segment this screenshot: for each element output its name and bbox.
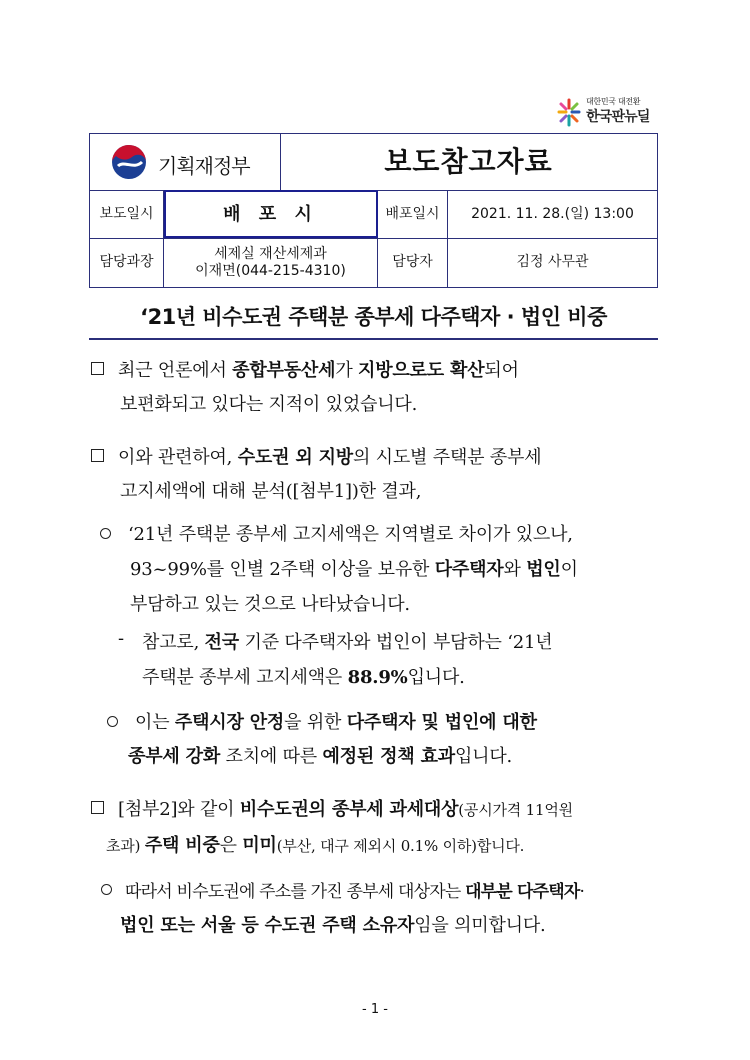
text: 와 <box>503 559 527 580</box>
paragraph-3-line-1: ‘21년 주택분 종부세 고지세액은 지역별로 차이가 있으나, <box>128 524 573 545</box>
paragraph-6-line-1 <box>118 795 573 821</box>
circle-bullet-icon <box>100 528 111 539</box>
circle-bullet-icon <box>107 716 118 727</box>
header-row-title <box>90 134 657 191</box>
release-date-value: 배 포 시 <box>164 190 378 238</box>
emphasis: 주택시장 안정 <box>174 712 285 733</box>
headline: ‘21년 비수도권 주택분 종부세 다주택자 · 법인 비중 <box>89 302 658 340</box>
text: 최근 언론에서 <box>118 360 233 381</box>
text: 은 <box>219 835 243 856</box>
circle-bullet-icon <box>101 884 112 895</box>
text: 입니다. <box>407 667 465 688</box>
emphasis: 미미 <box>242 835 277 856</box>
emphasis: 다주택자 및 법인에 대한 <box>346 712 537 733</box>
text: 초과) <box>106 837 145 855</box>
emphasis: 주택 비중 <box>144 835 220 856</box>
emphasis: 지방으로도 확산 <box>358 360 485 381</box>
emphasis: 법인 <box>526 559 561 580</box>
text: 따라서 비수도권에 주소를 가진 종부세 대상자는 <box>125 882 466 902</box>
text: 기준 다주택자와 법인이 부담하는 ‘21년 <box>239 632 553 653</box>
division-head-value <box>164 238 378 287</box>
text: 입니다. <box>454 746 513 767</box>
page-number: - 1 - <box>362 1002 388 1017</box>
emphasis: 종합부동산세 <box>232 360 336 381</box>
staff-value: 김정 사무관 <box>516 254 589 270</box>
text: (공시가격 11억원 <box>458 801 573 819</box>
square-bullet-icon <box>91 449 104 462</box>
division-name: 세제실 재산세제과 <box>214 245 327 262</box>
new-deal-star-icon <box>556 98 582 128</box>
square-bullet-icon <box>91 362 104 375</box>
paragraph-7-line-1 <box>125 877 584 902</box>
paragraph-4-line-1 <box>142 628 552 654</box>
paragraph-7-line-2 <box>120 911 546 937</box>
text: 93~99%를 인별 2주택 이상을 보유한 <box>130 559 435 580</box>
emphasis: 88.9% <box>347 667 408 688</box>
header-row-release <box>90 190 657 239</box>
paragraph-1-line-2: 보편화되고 있다는 지적이 있었습니다. <box>120 394 418 415</box>
emphasis: 전국 <box>204 632 239 653</box>
document-type-title: 보도참고자료 <box>384 145 553 178</box>
distribution-date-label: 배포일시 <box>378 190 448 238</box>
division-head-contact: 이재면(044-215-4310) <box>195 262 346 279</box>
paragraph-4-line-2 <box>142 663 465 689</box>
government-emblem-icon <box>108 142 150 182</box>
paragraph-5-line-1 <box>135 708 537 734</box>
text: 주택분 종부세 고지세액은 <box>142 667 348 688</box>
emphasis: 대부분 다주택자 <box>465 882 580 902</box>
distribution-date-value: 2021. 11. 28.(일) 13:00 <box>471 205 634 222</box>
paragraph-3-line-3: 부담하고 있는 것으로 나타났습니다. <box>130 594 410 615</box>
header-row-contact <box>90 238 657 287</box>
ministry-name: 기획재정부 <box>158 154 250 178</box>
emphasis: 수도권 외 지방 <box>237 447 353 468</box>
dash-bullet: - <box>118 628 124 649</box>
paragraph-2-line-1 <box>118 443 541 469</box>
release-date-label: 보도일시 <box>90 190 164 238</box>
text: 을 위한 <box>284 712 347 733</box>
text: 참고로, <box>142 632 205 653</box>
paragraph-2-line-2: 고지세액에 대해 분석([첨부1])한 결과, <box>120 481 422 502</box>
new-deal-logo <box>556 96 676 130</box>
brand-slogan: 대한민국 대전환 <box>586 97 641 106</box>
division-head-label: 담당과장 <box>90 238 164 287</box>
text: 가 <box>335 360 359 381</box>
text: 이와 관련하여, <box>118 447 238 468</box>
staff-label: 담당자 <box>378 238 448 287</box>
emphasis: 비수도권의 종부세 과세대상 <box>239 799 459 820</box>
paragraph-5-line-2 <box>128 742 512 768</box>
paragraph-3-line-2 <box>130 555 578 581</box>
text: 이 <box>560 559 578 580</box>
text: 임을 의미합니다. <box>414 915 546 936</box>
ministry-logo <box>90 134 281 190</box>
paragraph-6-line-2 <box>106 831 524 857</box>
press-header-table <box>89 133 658 288</box>
text: (부산, 대구 제외시 0.1% 이하)합니다. <box>276 837 525 855</box>
text: 조치에 따른 <box>220 746 323 767</box>
text: · <box>579 882 585 902</box>
text: [첨부2]와 같이 <box>118 799 240 820</box>
brand-name: 한국판뉴딜 <box>586 109 650 125</box>
text: 이는 <box>135 712 175 733</box>
emphasis: 예정된 정책 효과 <box>322 746 455 767</box>
paragraph-1-line-1 <box>118 356 519 382</box>
text: 되어 <box>484 360 519 381</box>
emphasis: 법인 또는 서울 등 수도권 주택 소유자 <box>120 915 415 936</box>
square-bullet-icon <box>91 801 104 814</box>
emphasis: 종부세 강화 <box>128 746 221 767</box>
emphasis: 다주택자 <box>434 559 504 580</box>
text: 의 시도별 주택분 종부세 <box>352 447 542 468</box>
